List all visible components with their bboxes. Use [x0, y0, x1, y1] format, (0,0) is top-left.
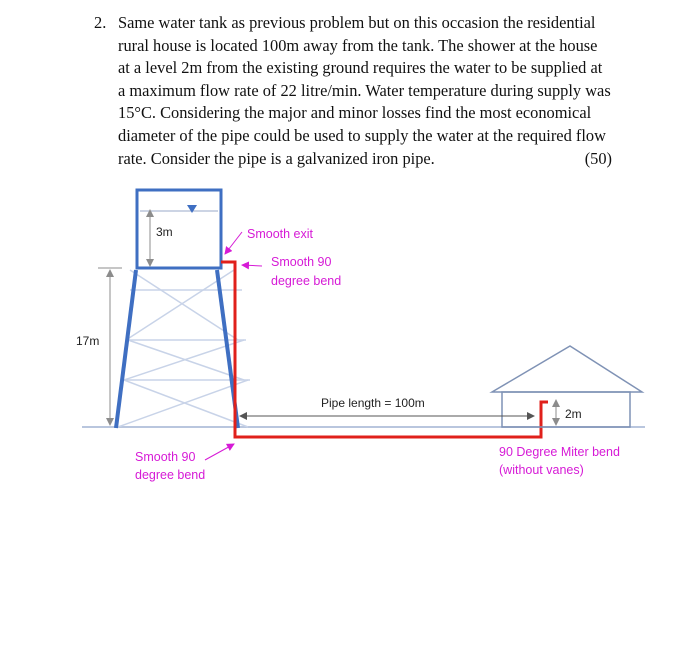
problem-number: 2. [94, 13, 107, 32]
tower-bracing [118, 270, 250, 427]
problem-line: 15°C. Considering the major and minor losses find the most economical [118, 103, 592, 123]
tower-height-label: 17m [76, 334, 100, 348]
tower-leg-left [116, 270, 136, 428]
miter-bend-label-2: (without vanes) [499, 463, 584, 477]
bottom-bend-label-2: degree bend [135, 468, 206, 482]
tank-depth-label: 3m [156, 225, 173, 239]
house-roof [492, 346, 642, 392]
problem-line: rate. Consider the pipe is a galvanized iron pipe. [118, 148, 435, 168]
smooth-exit-label: Smooth exit [247, 227, 314, 241]
top-bend-label-2: degree bend [271, 274, 342, 288]
miter-bend-label-1: 90 Degree Miter bend [499, 445, 620, 459]
pipe-length-label: Pipe length = 100m [321, 396, 425, 410]
house-height-label: 2m [565, 407, 582, 421]
problem-line: Same water tank as previous problem but on this occasion the residential [118, 13, 596, 32]
problem-line: diameter of the pipe could be used to supply the water at the required flow [118, 125, 606, 145]
top-bend-leader [242, 265, 262, 266]
problem-line: rural house is located 100m away from the tank. The shower at the house [118, 35, 598, 55]
top-bend-label-1: Smooth 90 [271, 255, 332, 269]
bottom-bend-leader [205, 444, 234, 460]
bottom-bend-label-1: Smooth 90 [135, 450, 196, 464]
problem-line: a maximum flow rate of 22 litre/min. Water temperature during supply was [118, 80, 611, 100]
problem-marks: (50) [584, 148, 612, 168]
smooth-exit-leader [225, 232, 242, 254]
problem-line: at a level 2m from the existing ground requires the water to be supplied at [118, 58, 603, 78]
